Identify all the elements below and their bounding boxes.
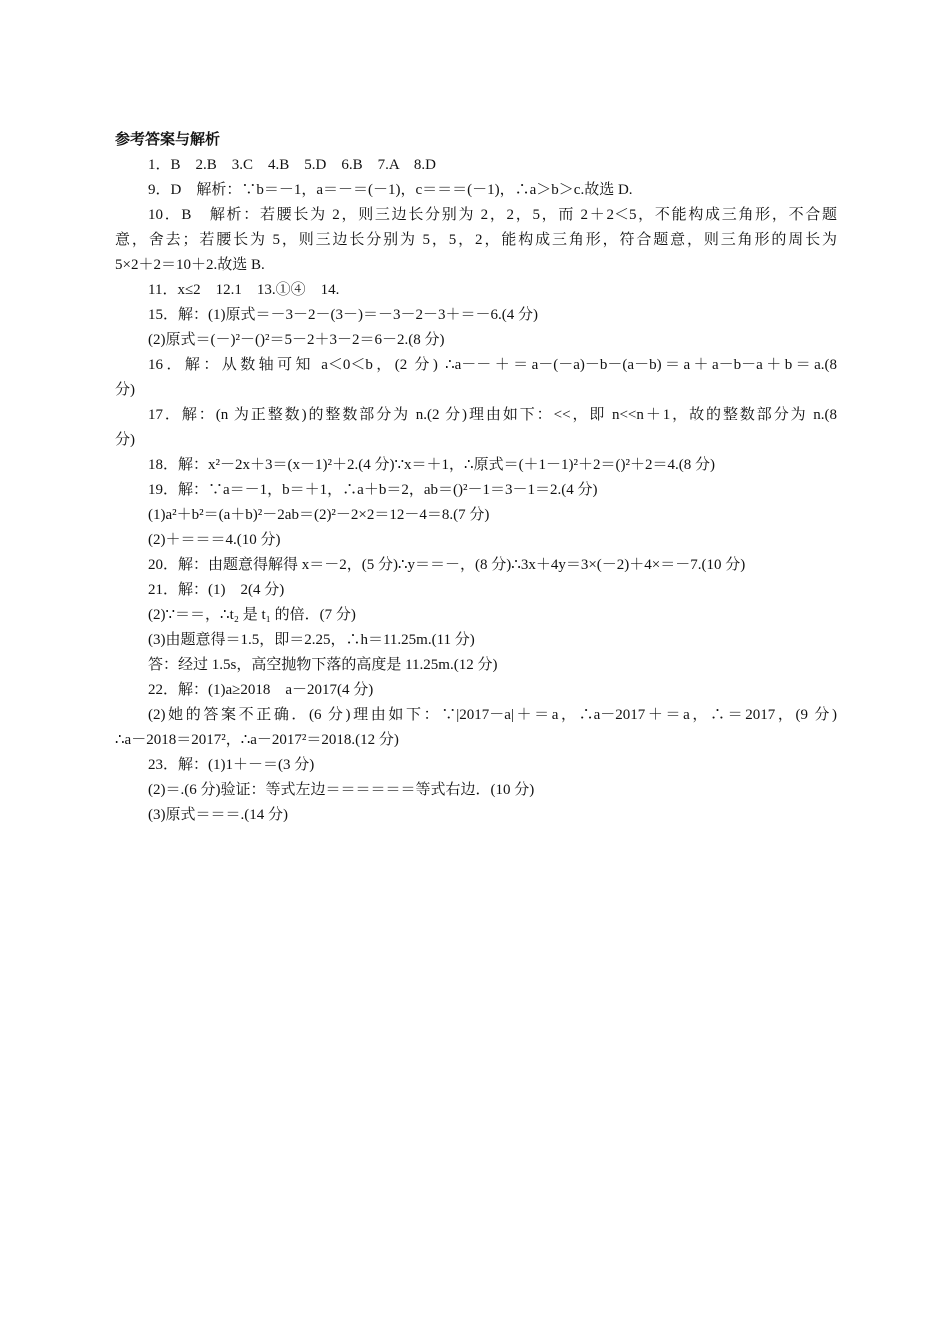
answer-line-23-3: (3)原式＝＝＝.(14 分) xyxy=(148,807,288,823)
answer-line-21-1: 21．解：(1) 2(4 分) xyxy=(148,582,285,598)
answer-line-16: 16．解：从数轴可知 a＜0＜b，(2 分) ∴a－－＋＝a－(－a)－b－(a－b)＝a＋a－b－a＋b＝a.(8 xyxy=(148,357,837,373)
answer-line-21-answer: 答：经过 1.5s，高空抛物下落的高度是 11.25m.(12 分) xyxy=(148,657,498,673)
answer-document xyxy=(115,128,837,828)
answer-line-9: 9．D 解析：∵b＝－1，a＝－＝(－1)，c＝＝＝(－1)，∴a＞b＞c.故选 D. xyxy=(148,182,633,198)
answer-line-15-1: 15．解：(1)原式＝－3－2－(3－)＝－3－2－3＋＝－6.(4 分) xyxy=(148,307,538,323)
answer-line-19-1: (1)a²＋b²＝(a＋b)²－2ab＝(2)²－2×2＝12－4＝8.(7 分) xyxy=(148,507,490,523)
answer-line-22-2: (2)她的答案不正确．(6 分)理由如下：∵|2017－a|＋＝a，∴a－2017＋＝a，∴＝2017，(9 分) xyxy=(148,707,837,723)
answer-line-17-cont: 分) xyxy=(115,432,135,448)
answer-line-21-3: (3)由题意得＝1.5，即＝2.25，∴h＝11.25m.(11 分) xyxy=(148,632,475,648)
answer-line-11-14: 11．x≤2 12.1 13.①④ 14. xyxy=(148,282,340,298)
answer-line-15-2: (2)原式＝(－)²－()²＝5－2＋3－2＝6－2.(8 分) xyxy=(148,332,445,348)
answer-line-10-cont-1: 意，舍去；若腰长为 5，则三边长分别为 5，5，2，能构成三角形，符合题意，则三角形的周长为 xyxy=(115,232,837,248)
answer-line-22-1: 22．解：(1)a≥2018 a－2017(4 分) xyxy=(148,682,374,698)
answer-line-18: 18．解：x²－2x＋3＝(x－1)²＋2.(4 分)∵x＝＋1，∴原式＝(＋1－1)²＋2＝()²＋2＝4.(8 分) xyxy=(148,457,716,473)
answer-line-19: 19．解：∵a＝－1，b＝＋1，∴a＋b＝2，ab＝()²－1＝3－1＝2.(4 分) xyxy=(148,482,598,498)
answer-line-20: 20．解：由题意得解得 x＝－2，(5 分)∴y＝＝－，(8 分)∴3x＋4y＝3×(－2)＋4×＝－7.(10 分) xyxy=(148,557,746,573)
answer-line-22-2-cont: ∴a－2018＝2017²，∴a－2017²＝2018.(12 分) xyxy=(115,732,399,748)
answer-line-17: 17．解：(n 为正整数)的整数部分为 n.(2 分)理由如下：<<，即 n<<n＋1，故的整数部分为 n.(8 xyxy=(148,407,837,423)
answer-line-10: 10．B 解析：若腰长为 2，则三边长分别为 2，2，5，而 2＋2＜5，不能构成三角形，不合题 xyxy=(148,207,837,223)
answer-line-23-2: (2)＝.(6 分)验证：等式左边＝＝＝＝＝＝等式右边．(10 分) xyxy=(148,782,535,798)
answer-line-16-cont: 分) xyxy=(115,382,135,398)
answer-line-choice-1-8: 1．B 2.B 3.C 4.B 5.D 6.B 7.A 8.D xyxy=(148,157,436,173)
answer-line-21-2: (2)∵＝＝，∴t₂ 是 t₁ 的倍．(7 分) xyxy=(148,607,356,623)
answer-line-19-2: (2)＋＝＝＝4.(10 分) xyxy=(148,532,281,548)
page-title: 参考答案与解析 xyxy=(115,132,221,148)
answer-line-23-1: 23．解：(1)1＋－＝(3 分) xyxy=(148,757,315,773)
answer-line-10-cont-2: 5×2＋2＝10＋2.故选 B. xyxy=(115,257,265,273)
